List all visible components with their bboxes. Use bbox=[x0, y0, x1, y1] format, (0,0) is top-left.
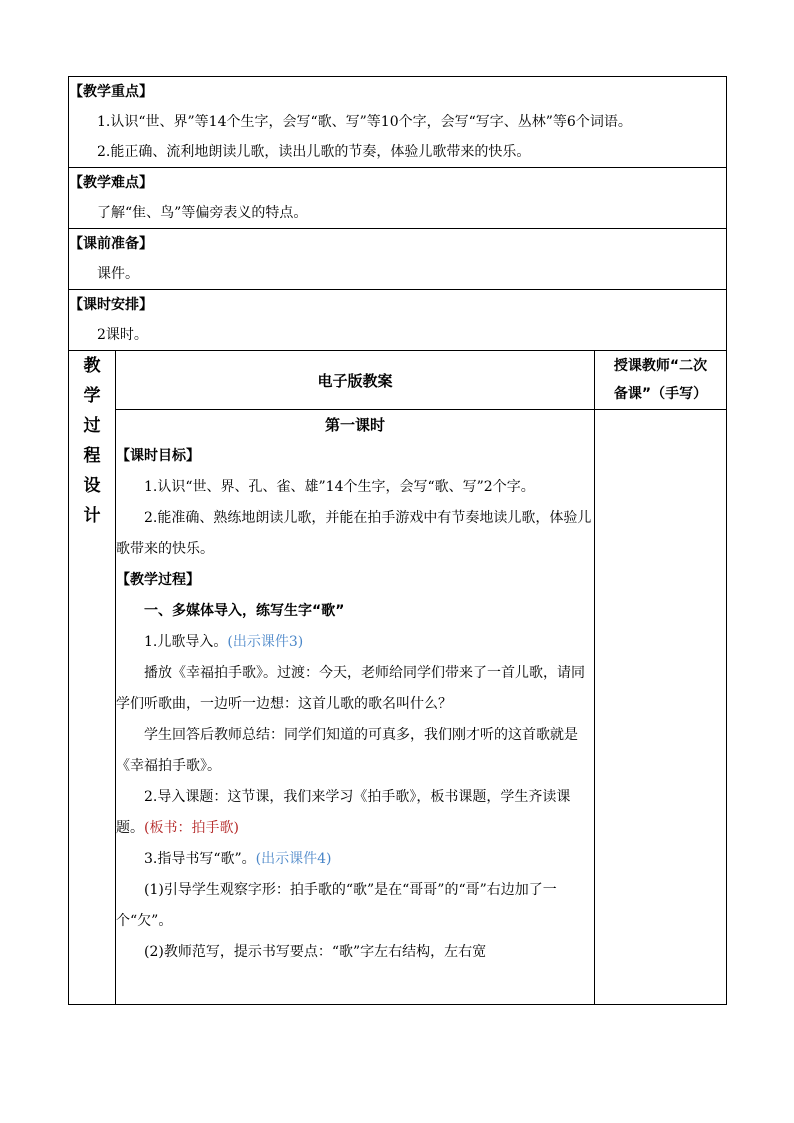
column-header-teacher-notes: 授课教师“二次 备课”（手写） bbox=[595, 351, 727, 410]
step-title: 一、多媒体导入，练写生字“歌” bbox=[144, 603, 345, 619]
process-header-row bbox=[69, 351, 727, 410]
lesson-title: 第一课时 bbox=[324, 416, 385, 434]
courseware-note: (出示课件3) bbox=[227, 634, 304, 650]
section-schedule bbox=[69, 290, 727, 351]
process-side-label: 教 学 过 程 设 计 bbox=[69, 351, 116, 1005]
blackboard-note: (板书：拍手歌) bbox=[144, 820, 239, 836]
electronic-plan-content bbox=[116, 410, 595, 1005]
section-line: 2课时。 bbox=[97, 327, 148, 343]
lesson-plan-table bbox=[68, 76, 727, 1005]
goal-item: 1.认识“世、界、孔、雀、雄”14个生字，会写“歌、写”2个字。 bbox=[144, 479, 535, 495]
section-line: 2.能正确、流利地朗读儿歌，读出儿歌的节奏，体验儿歌带来的快乐。 bbox=[97, 144, 531, 160]
process-item: 3.指导书写“歌”。(出示课件4) bbox=[144, 851, 332, 867]
goal-item: 2.能准确、熟练地朗读儿歌，并能在拍手游戏中有节奏地读儿歌，体验儿歌带来的快乐。 bbox=[116, 510, 592, 557]
process-body-row bbox=[69, 410, 727, 1005]
section-heading: 【教学重点】 bbox=[69, 84, 153, 100]
goal-heading: 【课时目标】 bbox=[116, 448, 200, 464]
section-heading: 【教学难点】 bbox=[69, 175, 153, 191]
section-line: 1.认识“世、界”等14个生字，会写“歌、写”等10个字，会写“写字、丛林”等6个词语。 bbox=[97, 114, 632, 130]
process-item: 2.导入课题：这节课，我们来学习《拍手歌》，板书课题，学生齐读课题。(板书：拍手歌) bbox=[116, 789, 571, 836]
process-subitem: (1)引导学生观察字形：拍手歌的“歌”是在“哥哥”的“哥”右边加了一个“欠”。 bbox=[116, 882, 557, 929]
column-header-electronic-plan: 电子版教案 bbox=[116, 351, 595, 410]
section-difficulties bbox=[69, 168, 727, 229]
section-heading: 【课时安排】 bbox=[69, 297, 153, 313]
lesson-plan-sheet bbox=[68, 76, 726, 1005]
process-paragraph: 播放《幸福拍手歌》。过渡：今天，老师给同学们带来了一首儿歌，请同学们听歌曲，一边听一边想：这首儿歌的歌名叫什么？ bbox=[116, 665, 585, 712]
section-heading: 【课前准备】 bbox=[69, 236, 153, 252]
process-item: 1.儿歌导入。(出示课件3) bbox=[144, 634, 304, 650]
courseware-note: (出示课件4) bbox=[255, 851, 332, 867]
section-key-points bbox=[69, 77, 727, 168]
section-line: 了解“隹、鸟”等偏旁表义的特点。 bbox=[97, 205, 308, 221]
teacher-handwritten-notes-area bbox=[595, 410, 727, 1005]
process-heading: 【教学过程】 bbox=[116, 572, 200, 588]
process-paragraph: 学生回答后教师总结：同学们知道的可真多，我们刚才听的这首歌就是《幸福拍手歌》。 bbox=[116, 727, 578, 774]
section-preparation bbox=[69, 229, 727, 290]
section-line: 课件。 bbox=[97, 266, 139, 282]
process-subitem: (2)教师范写，提示书写要点：“歌”字左右结构，左右宽 bbox=[144, 944, 487, 960]
